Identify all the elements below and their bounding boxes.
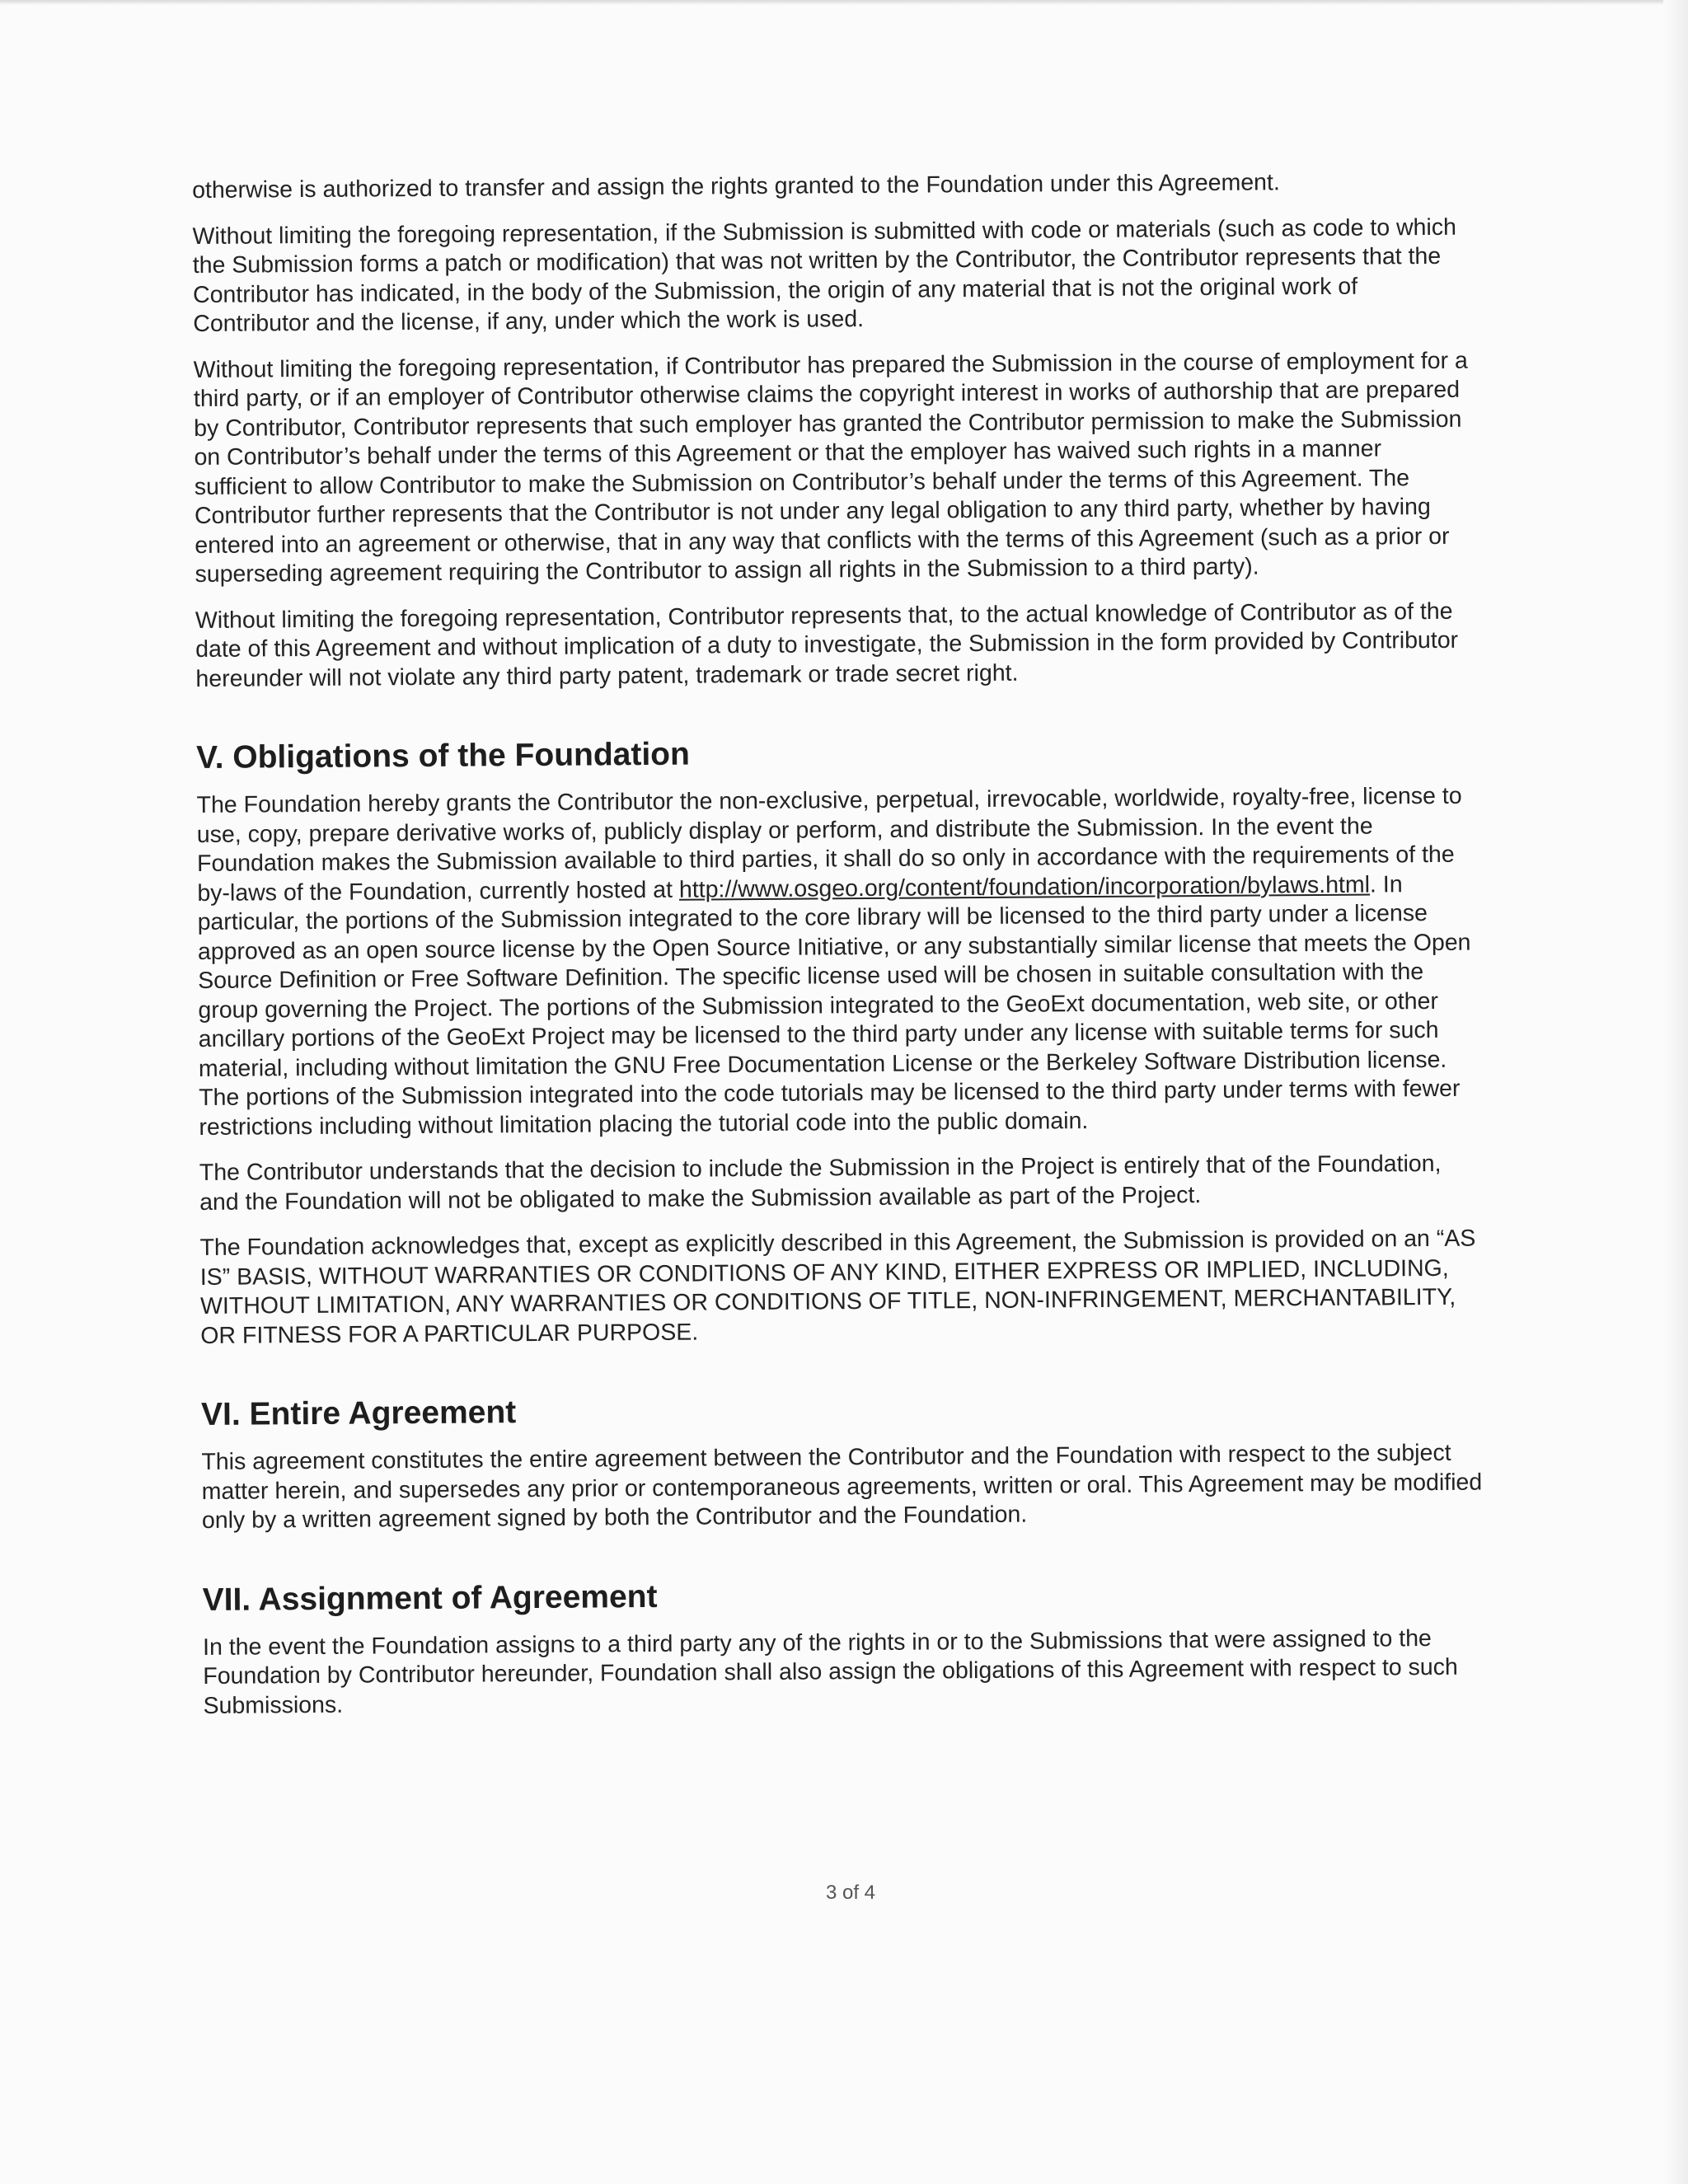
section-vi-heading: VI. Entire Agreement: [200, 1394, 517, 1432]
section-vii-paragraph-1: In the event the Foundation assigns to a third party any of the rights in or to the Submissions that were assigned to the Foundation by Contributor hereunder, Foundation shall also assign the obligations of this Agreement with respect to such Submissions.: [202, 1624, 1458, 1719]
section-v-text-before-link: The Foundation hereby grants the Contributor the non-exclusive, perpetual, irrevocable, worldwide, royalty-free, license to use, copy, prepare derivative works of, publicly display or perform, and distribute the Submission. In the event the Foundation makes the Submission available to third parties, it shall do so only in accordance with the requirements of the by-laws of the Foundation, currently hosted at: [196, 782, 1462, 907]
section-vii-heading: VII. Assignment of Agreement: [202, 1578, 658, 1618]
intro-paragraph-1: otherwise is authorized to transfer and assign the rights granted to the Foundation under this Agreement.: [192, 169, 1280, 204]
intro-paragraph-3: Without limiting the foregoing representation, if Contributor has prepared the Submission in the course of employment for a third party, or if an employer of Contributor otherwise claims the copyright interest in works of authorship that are prepared by Contributor, Contributor represents that such employer has granted the Contributor permission to make the Submission on Contributor’s behalf under the terms of this Agreement or that the employer has waived such rights in a manner sufficient to allow Contributor to make the Submission on Contributor’s behalf under the terms of this Agreement. The Contributor further represents that the Contributor is not under any legal obligation to any third party, whether by having entered into an agreement or otherwise, that in any way that conflicts with the terms of this Agreement (such as a prior or superseding agreement requiring the Contributor to assign all rights in the Submission to a third party).: [193, 347, 1468, 588]
section-v-paragraph-3: The Foundation acknowledges that, except as explicitly described in this Agreement, the Submission is provided on an “AS IS” BASIS, WITHOUT WARRANTIES OR CONDITIONS OF ANY KIND, EITHER EXPRESS OR IMPLIED, INCLUDING, WITHOUT LIMITATION, ANY WARRANTIES OR CONDITIONS OF TITLE, NON-INFRINGEMENT, MERCHANTABILITY, OR FITNESS FOR A PARTICULAR PURPOSE.: [199, 1225, 1476, 1349]
scan-edge-right: [1663, 0, 1688, 2184]
section-v-paragraph-2: The Contributor understands that the decision to include the Submission in the Project is entirely that of the Foundation, and the Foundation will not be obligated to make the Submission available as part of the Project.: [199, 1150, 1442, 1216]
page-number: 3 of 4: [825, 1882, 876, 1904]
section-v-heading: V. Obligations of the Foundation: [196, 736, 691, 776]
bylaws-link[interactable]: http://www.osgeo.org/content/foundation/incorporation/bylaws.html: [678, 871, 1371, 903]
intro-paragraph-2: Without limiting the foregoing representation, if the Submission is submitted with code or materials (such as code to which the Submission forms a patch or modification) that was not written by the Contributor, the Contributor represents that the Contributor has indicated, in the body of the Submission, the origin of any material that is not the original work of Contributor and the license, if any, under which the work is used.: [192, 213, 1457, 337]
scan-edge-top: [0, 0, 1688, 5]
section-v-paragraph-1: [196, 782, 1484, 1142]
intro-paragraph-4: Without limiting the foregoing representation, Contributor represents that, to the actual knowledge of Contributor as of the date of this Agreement and without implication of a duty to investigate, the Submission in the form provided by Contributor hereunder will not violate any third party patent, trademark or trade secret right.: [195, 598, 1459, 692]
document-body: [192, 167, 1489, 1737]
section-v-text-after-link: . In particular, the portions of the Submission integrated to the core library will be licensed to the third party under a license approved as an open source license by the Open Source Initiative, or any substantially similar license that meets the Open Source Definition or Free Software Definition. The specific license used will be chosen in suitable consultation with the group governing the Project. The portions of the Submission integrated to the GeoExt documentation, web site, or other ancillary portions of the GeoExt Project may be licensed to the third party under any license with suitable terms for such material, including without limitation the GNU Free Documentation License or the Berkeley Software Distribution license. The portions of the Submission integrated into the code tutorials may be licensed to the third party under terms with fewer restrictions including without limitation placing the tutorial code into the public domain.: [197, 870, 1471, 1141]
section-vi-paragraph-1: This agreement constitutes the entire agreement between the Contributor and the Foundation with respect to the subject matter herein, and supersedes any prior or contemporaneous agreements, written or oral. This Agreement may be modified only by a written agreement signed by both the Contributor and the Foundation.: [201, 1439, 1483, 1534]
